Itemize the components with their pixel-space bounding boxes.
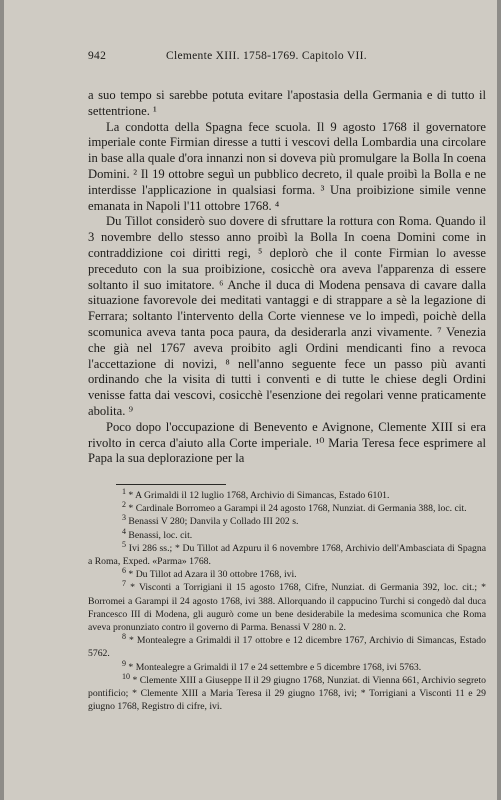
running-title: Clemente XIII. 1758-1769. Capitolo VII. xyxy=(166,50,367,62)
page-number: 942 xyxy=(88,50,107,62)
footnote-5 xyxy=(88,539,487,568)
footnote-mark: 5 xyxy=(122,539,126,549)
footnote-9 xyxy=(88,658,486,674)
footnote-1 xyxy=(88,486,486,502)
footnote-mark: 10 xyxy=(122,671,130,681)
footnote-mark: 6 xyxy=(122,565,126,575)
footnote-text: * Montealegre a Grimaldi il 17 ottobre e 12 dicembre 1767, Archivio di Simancas, Estado 5762. xyxy=(88,635,486,660)
footnote-text: * Clemente XIII a Giuseppe II il 29 giugno 1768, Nunziat. di Vienna 661, Archivio segreto pontificio; * Clemente XIII a Maria Teresa il 29 giugno 1768, ivi; * Torrigiani a Visconti 11 e 29 giugno 1768, Registro di cifre, ivi. xyxy=(88,674,487,713)
footnote-3 xyxy=(88,515,486,528)
footnote-text: Benassi V 280; Danvila y Collado III 202 s. xyxy=(128,516,299,528)
footnote-mark: 8 xyxy=(122,632,126,641)
footnote-text: * Du Tillot ad Azara il 30 ottobre 1768, ivi. xyxy=(128,569,297,581)
footnote-text: Ivi 286 ss.; * Du Tillot ad Azpuru il 6 novembre 1768, Archivio dell'Ambasciata di Spagna a Roma, Exped. «Parma» 1768. xyxy=(88,542,487,568)
footnote-8 xyxy=(88,634,486,660)
book-page xyxy=(4,0,497,800)
footnote-6 xyxy=(88,565,486,581)
footnotes xyxy=(88,486,487,713)
footnote-4 xyxy=(88,526,486,542)
paragraph-3: Du Tillot considerò suo dovere di sfruttare la rottura con Roma. Quando il 3 novembre dello stesso anno proibì la Bolla In coena Domini come in contraddizione coi diritti regi, ⁵ deplorò che il conte Firmian lo avesse preceduto con la sua proibizione, cosicchè ora aveva l'apparenza di essere soltanto il suo imitatore. ⁶ Anche il duca di Modena pensava di cavare dalla situazione favorevole dei meditati vantaggi e di strappare a sè la legazione di Ferrara; soltanto l'intervento della Corte viennese ve lo impedì, poichè della scomunica aveva tanta poca paura, da desiderarla anzi vivamente. ⁷ Venezia che già nel 1767 aveva proibito agli Ordini mendicanti fino a revoca l'accettazione di novizi, ⁸ nell'anno seguente fece un passo più avanti ordinando che la visita di tutti i conventi e di tutte le chiese degli Ordini venisse fatta dai vescovi, cosicchè l'esenzione dei regolari venne praticamente abolita. ⁹ xyxy=(88,214,486,418)
footnote-mark: 2 xyxy=(122,499,126,509)
footnote-rule xyxy=(116,484,226,485)
footnote-mark: 1 xyxy=(122,486,126,496)
main-text xyxy=(88,88,486,467)
footnote-mark: 4 xyxy=(122,526,126,536)
footnote-10 xyxy=(88,671,487,714)
footnote-mark: 3 xyxy=(122,513,126,523)
footnote-text: * A Grimaldi il 12 luglio 1768, Archivio di Simancas, Estado 6101. xyxy=(128,490,390,501)
footnote-7 xyxy=(88,581,486,634)
footnote-2 xyxy=(88,499,486,515)
footnote-mark: 7 xyxy=(122,579,126,589)
footnote-text: * Visconti a Torrigiani il 15 agosto 1768, Cifre, Nunziat. di Germania 392, loc. cit.; * Borromei a Garampi il 24 agosto 1768, ivi 388. Allorquando il cappucino Turchi si congedò dal duca Francesco III di Modena, gli augurò come un bene desiderabile la medesima scomunica che Roma aveva pronunziato contro il governo di Parma. Benassi V 280 n. 2. xyxy=(88,582,486,634)
footnote-mark: 9 xyxy=(122,658,126,668)
footnote-text: Benassi, loc. cit. xyxy=(128,529,193,541)
footnote-text: * Montealegre a Grimaldi il 17 e 24 settembre e 5 dicembre 1768, ivi 5763. xyxy=(128,661,422,673)
paragraph-2: La condotta della Spagna fece scuola. Il 9 agosto 1768 il governatore imperiale conte Firmian diresse a tutti i vescovi della Lombardia una circolare in base alla quale d'ora innanzi non si doveva più promulgare la Bolla In coena Domini. ² Il 19 ottobre seguì un pubblico decreto, il quale proibì la Bolla e ne interdisse l'applicazione in qualsiasi forma. ³ Una proibizione simile venne emanata in Napoli l'11 ottobre 1768. ⁴ xyxy=(88,119,486,213)
footnote-text: * Cardinale Borromeo a Garampi il 24 agosto 1768, Nunziat. di Germania 388, loc. cit. xyxy=(128,503,467,515)
paragraph-1: a suo tempo si sarebbe potuta evitare l'apostasia della Germania e di tutto il settentrione. ¹ xyxy=(88,88,486,118)
paragraph-4: Poco dopo l'occupazione di Benevento e Avignone, Clemente XIII si era rivolto in cerca d'aiuto alla Corte imperiale. ¹⁰ Maria Teresa fece esprimere al Papa la sua deplorazione per la xyxy=(88,419,486,466)
